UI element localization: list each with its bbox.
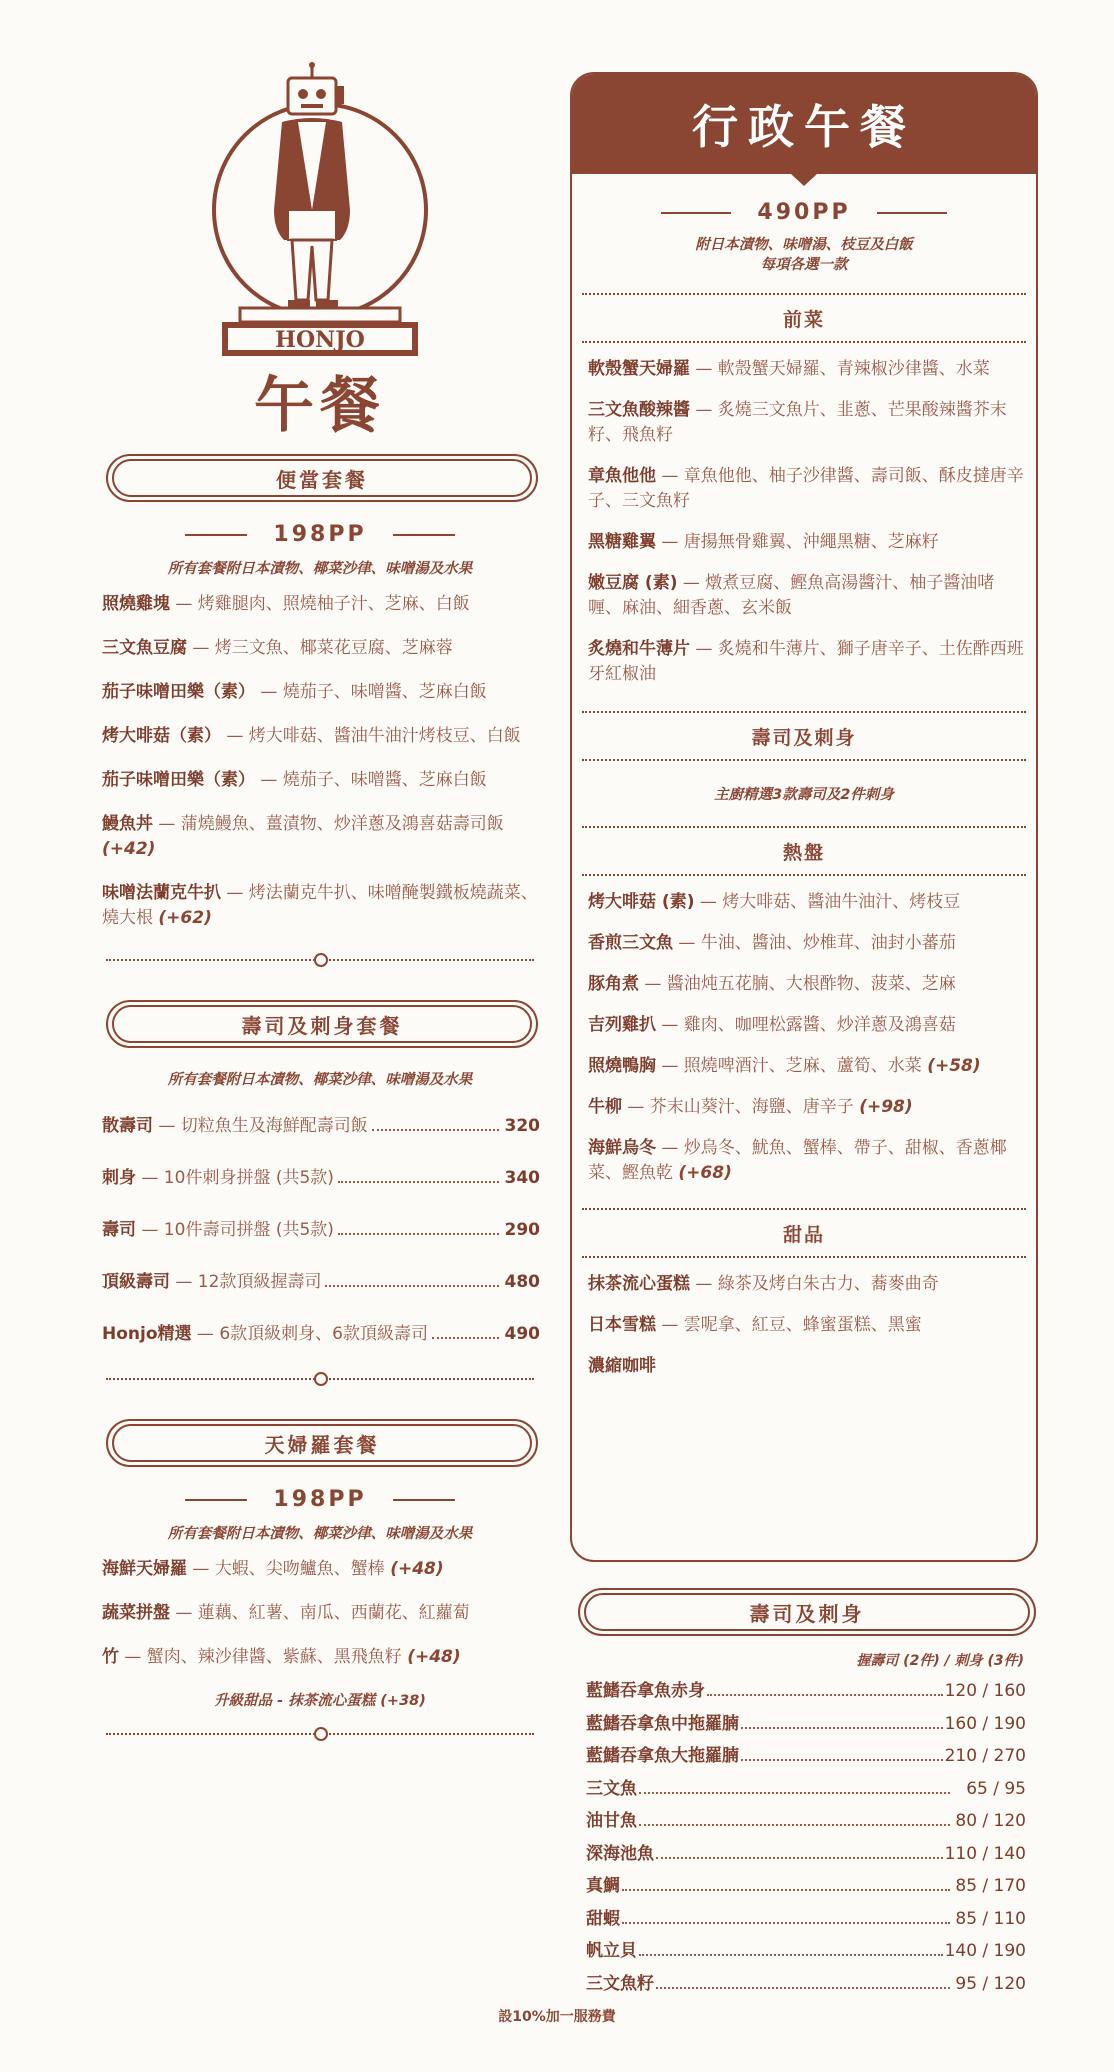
item-desc: — 烤三文魚、椰菜花豆腐、芝麻蓉	[187, 638, 453, 658]
item-desc: — 烤大啡菇、醬油牛油汁、烤枝豆	[694, 892, 961, 912]
item-surcharge: (+48)	[407, 1647, 461, 1667]
honjo-logo	[100, 60, 540, 360]
item-name: 香煎三文魚	[588, 933, 673, 953]
item-name: 照燒雞塊	[102, 594, 170, 614]
sushi-set-list	[100, 1111, 540, 1344]
exec-price-line	[572, 200, 1036, 225]
menu-item	[588, 1054, 1026, 1079]
exec-price: 490PP	[757, 200, 851, 225]
alacarte-price: 110 / 140	[944, 1843, 1026, 1864]
item-desc: — 牛油、醬油、炒椎茸、油封小蕃茄	[673, 933, 956, 953]
item-desc: — 照燒啤酒汁、芝麻、蘆筍、水菜	[656, 1056, 928, 1076]
item-desc: — 烤法蘭克牛扒、味噌醃製鐵板燒蔬菜、燒大根	[102, 883, 538, 928]
tempura-price: 198PP	[273, 1487, 367, 1512]
item-desc: — 軟殼蟹天婦羅、青辣椒沙律醬、水菜	[690, 359, 990, 379]
exec-note-2: 每項各選一款	[760, 257, 848, 273]
alacarte-name: 藍鰭吞拿魚赤身	[586, 1681, 705, 1701]
alacarte-row	[586, 1806, 1026, 1839]
section-divider	[106, 950, 534, 970]
item-surcharge: (+98)	[859, 1097, 913, 1117]
menu-item	[102, 812, 540, 862]
menu-item	[588, 1013, 1026, 1038]
page-title: 午餐	[254, 371, 386, 441]
exec-sushi-heading: 壽司及刺身	[582, 711, 1026, 761]
alacarte-name: 帆立貝	[586, 1941, 637, 1961]
item-name: 吉列雞扒	[588, 1015, 656, 1035]
menu-item	[102, 768, 540, 793]
menu-item	[102, 881, 540, 931]
alacarte-name: 真鯛	[586, 1876, 620, 1896]
robot-logo-icon	[200, 60, 440, 356]
tempura-price-line	[100, 1487, 540, 1512]
bento-title: 便當套餐	[112, 459, 532, 497]
alacarte-row	[586, 1774, 1026, 1807]
menu-item	[588, 1136, 1026, 1186]
item-desc: — 綠茶及烤白朱古力、蕎麥曲奇	[690, 1274, 939, 1294]
exec-sushi-note: 主廚精選3款壽司及2件刺身	[714, 787, 894, 803]
bento-list	[100, 592, 540, 931]
item-name: 茄子味噌田樂（素）	[102, 770, 255, 790]
item-name: 壽司	[102, 1220, 136, 1240]
item-desc: — 燉煮豆腐、鰹魚高湯醬汁、柚子醬油啫喱、麻油、細香蔥、玄米飯	[588, 573, 995, 618]
menu-item	[102, 724, 540, 749]
item-name: 三文魚酸辣醬	[588, 400, 690, 420]
bento-heading	[106, 454, 538, 502]
brand-text: HONJO	[275, 327, 365, 353]
item-name: 烤大啡菇（素）	[102, 726, 221, 746]
right-column	[570, 72, 1038, 2001]
tempura-upgrade: 升級甜品 - 抹茶流心蛋糕 (+38)	[214, 1693, 426, 1709]
alacarte-name: 油甘魚	[586, 1811, 637, 1831]
alacarte-subhead: 握壽司 (2件) / 刺身 (3件)	[856, 1653, 1024, 1669]
menu-item	[102, 636, 540, 661]
menu-item	[102, 1645, 540, 1670]
item-name: 豚角煮	[588, 974, 639, 994]
item-name: 三文魚豆腐	[102, 638, 187, 658]
alacarte-heading	[578, 1588, 1036, 1636]
alacarte-price: 80 / 120	[955, 1811, 1026, 1831]
item-name: 刺身	[102, 1168, 136, 1188]
item-desc: — 雞肉、咖哩松露醬、炒洋蔥及鴻喜菇	[656, 1015, 956, 1035]
alacarte-list	[570, 1676, 1038, 2001]
item-desc: — 10件刺身拼盤 (共5款)	[136, 1168, 334, 1188]
item-price: 340	[504, 1168, 540, 1188]
item-name: 散壽司	[102, 1116, 153, 1136]
alacarte-name: 三文魚	[586, 1778, 637, 1799]
item-desc: — 12款頂級握壽司	[170, 1272, 322, 1292]
alacarte-row	[586, 1904, 1026, 1937]
menu-item	[588, 1272, 1026, 1297]
item-name: 軟殼蟹天婦羅	[588, 359, 690, 379]
item-desc: — 醬油炖五花腩、大根酢物、菠菜、芝麻	[639, 974, 956, 994]
item-desc: — 蒲燒鰻魚、薑漬物、炒洋蔥及鴻喜菇壽司飯	[153, 814, 504, 834]
item-desc: — 雲呢拿、紅豆、蜂蜜蛋糕、黑蜜	[656, 1315, 922, 1335]
alacarte-price: 85 / 110	[955, 1908, 1026, 1929]
item-name: 炙燒和牛薄片	[588, 639, 690, 659]
item-desc: — 炙燒三文魚片、韭蔥、芒果酸辣醬芥末籽、飛魚籽	[588, 400, 1007, 445]
tempura-note: 所有套餐附日本漬物、椰菜沙律、味噌湯及水果	[167, 1526, 473, 1542]
item-desc: — 切粒魚生及海鮮配壽司飯	[153, 1116, 368, 1136]
menu-item	[588, 1313, 1026, 1338]
section-divider	[106, 1724, 534, 1744]
item-desc: — 蟹肉、辣沙律醬、紫蘇、黑飛魚籽	[119, 1647, 408, 1667]
item-price: 290	[504, 1220, 540, 1240]
item-name: 蔬菜拼盤	[102, 1603, 170, 1623]
hot-list	[572, 890, 1036, 1186]
menu-item	[588, 464, 1026, 514]
item-name: 頂級壽司	[102, 1272, 170, 1292]
menu-item	[588, 637, 1026, 687]
item-desc: — 蓮藕、紅薯、南瓜、西蘭花、紅蘿蔔	[170, 1603, 470, 1623]
item-surcharge: (+68)	[678, 1163, 732, 1183]
dessert-list	[572, 1272, 1036, 1379]
exec-title: 行政午餐	[572, 74, 1036, 174]
alacarte-row	[586, 1741, 1026, 1774]
alacarte-name: 深海池魚	[586, 1843, 654, 1864]
item-name: 抹茶流心蛋糕	[588, 1274, 690, 1294]
alacarte-price: 120 / 160	[944, 1681, 1026, 1701]
item-desc: — 燒茄子、味噌醬、芝麻白飯	[255, 682, 487, 702]
alacarte-name: 三文魚籽	[586, 1973, 654, 1994]
item-name: 日本雪糕	[588, 1315, 656, 1335]
menu-item	[588, 571, 1026, 621]
menu-item	[102, 1601, 540, 1626]
item-name: 味噌法蘭克牛扒	[102, 883, 221, 903]
alacarte-row	[586, 1676, 1026, 1709]
item-name: 黑糖雞翼	[588, 532, 656, 552]
priced-menu-item	[102, 1163, 540, 1188]
left-column	[100, 60, 540, 1774]
alacarte-name: 甜蝦	[586, 1908, 620, 1929]
alacarte-price: 85 / 170	[955, 1876, 1026, 1896]
item-desc: — 炒烏冬、魷魚、蟹棒、帶子、甜椒、香蔥椰菜、鰹魚乾	[588, 1138, 1007, 1183]
alacarte-price: 140 / 190	[944, 1941, 1026, 1961]
item-price: 320	[504, 1116, 540, 1136]
service-charge-note: 設10%加一服務費	[498, 2009, 616, 2025]
menu-item	[588, 931, 1026, 956]
item-desc: — 芥末山葵汁、海鹽、唐辛子	[622, 1097, 860, 1117]
item-name: 照燒鴨胸	[588, 1056, 656, 1076]
item-name: 嫩豆腐 (素)	[588, 573, 678, 593]
item-surcharge: (+42)	[102, 839, 156, 859]
sushi-set-heading	[106, 1000, 538, 1048]
item-surcharge: (+62)	[158, 908, 212, 928]
item-desc: — 烤雞腿肉、照燒柚子汁、芝麻、白飯	[170, 594, 470, 614]
item-name: 海鮮天婦羅	[102, 1559, 187, 1579]
priced-menu-item	[102, 1267, 540, 1292]
bento-price-line	[100, 522, 540, 547]
item-desc: — 章魚他他、柚子沙律醬、壽司飯、酥皮撻唐辛子、三文魚籽	[588, 466, 1024, 511]
item-desc: — 烤大啡菇、醬油牛油汁烤枝豆、白飯	[221, 726, 521, 746]
alacarte-row	[586, 1936, 1026, 1969]
item-desc: — 大蝦、尖吻鱸魚、蟹棒	[187, 1559, 391, 1579]
menu-item	[588, 530, 1026, 555]
menu-item	[588, 1354, 1026, 1379]
sushi-set-title: 壽司及刺身套餐	[112, 1005, 532, 1043]
tempura-heading	[106, 1419, 538, 1467]
priced-menu-item	[102, 1319, 540, 1344]
item-name: 茄子味噌田樂（素）	[102, 682, 255, 702]
dessert-heading: 甜品	[582, 1208, 1026, 1258]
alacarte-price: 95 / 120	[955, 1973, 1026, 1994]
menu-item	[102, 1557, 540, 1582]
menu-item	[588, 972, 1026, 997]
item-name: 海鮮烏冬	[588, 1138, 656, 1158]
starters-heading: 前菜	[582, 293, 1026, 343]
bento-price: 198PP	[273, 522, 367, 547]
item-desc: — 10件壽司拼盤 (共5款)	[136, 1220, 334, 1240]
item-desc: — 6款頂級刺身、6款頂級壽司	[191, 1324, 428, 1344]
alacarte-title: 壽司及刺身	[584, 1593, 1030, 1631]
item-desc: — 燒茄子、味噌醬、芝麻白飯	[255, 770, 487, 790]
item-surcharge: (+48)	[390, 1559, 444, 1579]
alacarte-row	[586, 1871, 1026, 1904]
menu-item	[588, 357, 1026, 382]
alacarte-row	[586, 1969, 1026, 2002]
tempura-list	[100, 1557, 540, 1670]
item-name: 牛柳	[588, 1097, 622, 1117]
menu-item	[588, 398, 1026, 448]
priced-menu-item	[102, 1215, 540, 1240]
alacarte-row	[586, 1709, 1026, 1742]
tempura-title: 天婦羅套餐	[112, 1424, 532, 1462]
item-name: Honjo精選	[102, 1324, 192, 1344]
priced-menu-item	[102, 1111, 540, 1136]
section-divider	[106, 1369, 534, 1389]
sushi-set-note: 所有套餐附日本漬物、椰菜沙律、味噌湯及水果	[167, 1072, 473, 1088]
item-name: 章魚他他	[588, 466, 656, 486]
item-name: 鰻魚丼	[102, 814, 153, 834]
item-price: 480	[504, 1272, 540, 1292]
alacarte-price: 210 / 270	[944, 1746, 1026, 1766]
alacarte-name: 藍鰭吞拿魚中拖羅腩	[586, 1713, 739, 1734]
item-surcharge: (+58)	[927, 1056, 981, 1076]
menu-item	[102, 680, 540, 705]
starters-list	[572, 357, 1036, 687]
menu-item	[588, 890, 1026, 915]
alacarte-row	[586, 1839, 1026, 1872]
alacarte-name: 藍鰭吞拿魚大拖羅腩	[586, 1746, 739, 1766]
item-name: 竹	[102, 1647, 119, 1667]
menu-item	[588, 1095, 1026, 1120]
bento-note: 所有套餐附日本漬物、椰菜沙律、味噌湯及水果	[167, 561, 473, 577]
alacarte-price: 65 / 95	[966, 1778, 1026, 1799]
item-name: 烤大啡菇 (素)	[588, 892, 695, 912]
exec-note-1: 附日本漬物、味噌湯、枝豆及白飯	[695, 237, 913, 253]
hot-heading: 熱盤	[582, 826, 1026, 876]
item-desc: — 唐揚無骨雞翼、沖繩黑糖、芝麻籽	[656, 532, 939, 552]
executive-lunch-box	[570, 72, 1038, 1562]
alacarte-price: 160 / 190	[944, 1713, 1026, 1734]
item-desc: — 炙燒和牛薄片、獅子唐辛子、土佐酢西班牙紅椒油	[588, 639, 1024, 684]
menu-item	[102, 592, 540, 617]
item-name: 濃縮咖啡	[588, 1356, 656, 1376]
item-price: 490	[504, 1324, 540, 1344]
